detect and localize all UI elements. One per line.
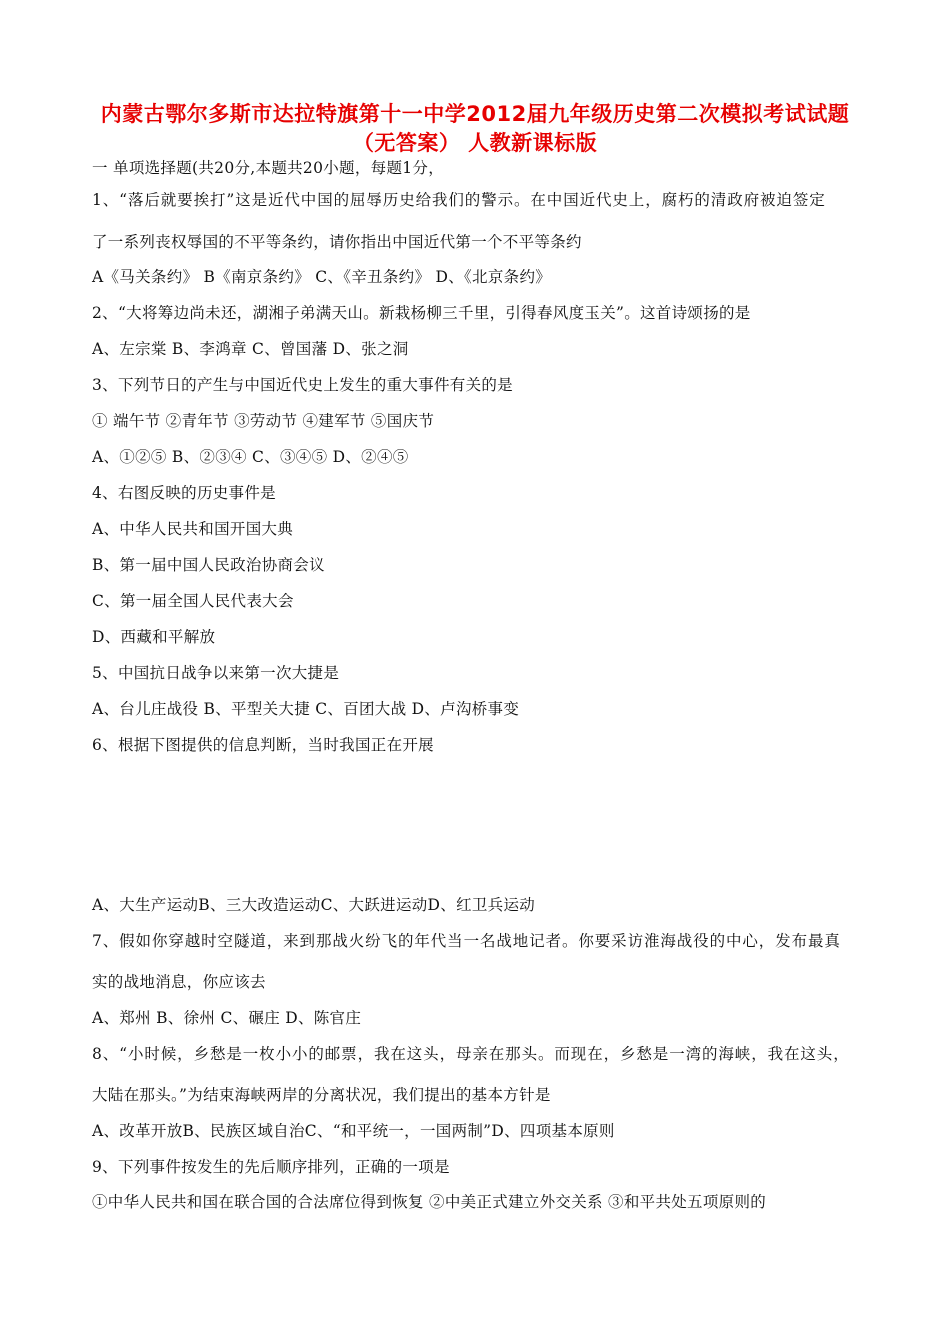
question-9-text: 9、下列事件按发生的先后顺序排列，正确的一项是: [92, 1158, 450, 1176]
question-4-option-d: D、西藏和平解放: [92, 628, 216, 646]
document-title-line-1: 内蒙古鄂尔多斯市达拉特旗第十一中学2012届九年级历史第二次模拟考试试题: [100, 102, 850, 126]
question-8-text: 8、“小时候，乡愁是一枚小小的邮票，我在这头，母亲在那头。而现在，乡愁是一湾的海峡，我在这头，: [92, 1045, 850, 1063]
question-3-text: 3、下列节日的产生与中国近代史上发生的重大事件有关的是: [92, 376, 513, 394]
question-4-option-b: B、第一届中国人民政治协商会议: [92, 556, 325, 574]
question-8-text-cont: 大陆在那头。”为结束海峡两岸的分离状况，我们提出的基本方针是: [92, 1086, 551, 1104]
question-2-options: A、左宗棠 B、李鸿章 C、曾国藩 D、张之洞: [92, 340, 409, 358]
question-4-option-a: A、中华人民共和国开国大典: [92, 520, 294, 538]
question-7-text: 7、假如你穿越时空隧道，来到那战火纷飞的年代当一名战地记者。你要采访淮海战役的中心，发布最真: [92, 932, 841, 950]
question-4-text: 4、右图反映的历史事件是: [92, 484, 276, 502]
question-1-text: 1、“落后就要挨打”这是近代中国的屈辱历史给我们的警示。在中国近代史上，腐朽的清政府被迫签定: [92, 191, 826, 209]
question-7-text-cont: 实的战地消息，你应该去: [92, 973, 266, 991]
question-4-option-c: C、第一届全国人民代表大会: [92, 592, 294, 610]
question-8-options: A、改革开放B、民族区域自治C、“和平统一，一国两制”D、四项基本原则: [92, 1122, 615, 1140]
question-3-options: A、①②⑤ B、②③④ C、③④⑤ D、②④⑤: [92, 448, 409, 466]
question-7-options: A、郑州 B、徐州 C、碾庄 D、陈官庄: [92, 1009, 362, 1027]
question-6-options: A、大生产运动B、三大改造运动C、大跃进运动D、红卫兵运动: [92, 896, 536, 914]
question-2-text: 2、“大将筹边尚未还，湖湘子弟满天山。新栽杨柳三千里，引得春风度玉关”。这首诗颂扬的是: [92, 304, 751, 322]
question-5-text: 5、中国抗日战争以来第一次大捷是: [92, 664, 340, 682]
question-6-text: 6、根据下图提供的信息判断，当时我国正在开展: [92, 736, 434, 754]
section-heading: 一 单项选择题(共20分,本题共20小题，每题1分，: [92, 159, 445, 177]
document-title-line-2: （无答案） 人教新课标版: [352, 131, 598, 155]
question-9-items: ①中华人民共和国在联合国的合法席位得到恢复 ②中美正式建立外交关系 ③和平共处五项原则的: [92, 1193, 767, 1211]
question-1-options: A《马关条约》 B《南京条约》 C、《辛丑条约》 D、《北京条约》: [92, 268, 552, 286]
question-1-text-cont: 了一系列丧权辱国的不平等条约，请你指出中国近代第一个不平等条约: [92, 233, 582, 251]
question-5-options: A、台儿庄战役 B、平型关大捷 C、百团大战 D、卢沟桥事变: [92, 700, 520, 718]
question-3-items: ① 端午节 ②青年节 ③劳动节 ④建军节 ⑤国庆节: [92, 412, 435, 430]
